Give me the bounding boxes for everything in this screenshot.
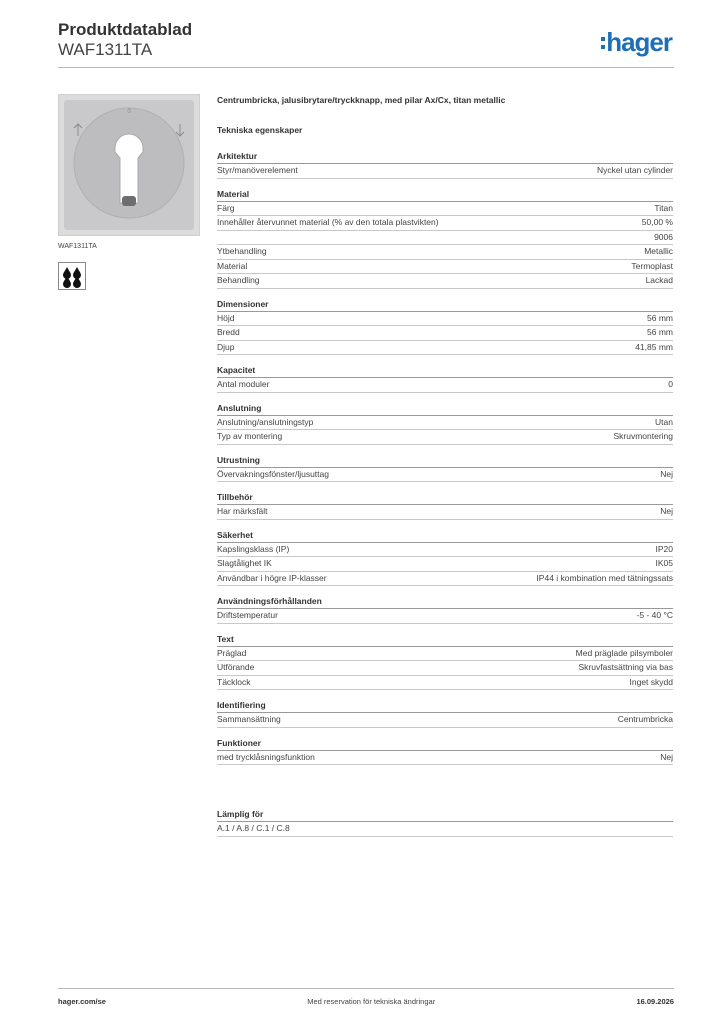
spec-label: Djup [217,341,235,352]
suitable-for-value: A.1 / A.8 / C.1 / C.8 [217,823,290,833]
spec-value: IP44 i kombination med tätningssats [536,572,673,583]
spec-label: Driftstemperatur [217,610,278,620]
spec-label: Material [217,260,248,271]
spec-label: Övervakningsfönster/ljusuttag [217,468,329,479]
spec-row [217,260,673,275]
spec-label: Sammansättning [217,714,281,724]
section-title: Kapacitet [217,364,673,378]
spec-label: Användbar i högre IP-klasser [217,572,327,583]
spec-row [217,609,673,624]
spec-label: Har märksfält [217,506,268,516]
spec-content [217,94,673,774]
section-title: Utrustning [217,454,673,468]
spec-value: 56 mm [647,312,673,323]
spec-value: IP20 [655,543,673,554]
spec-value: Skruvmontering [613,431,673,441]
footer-website: hager.com/se [58,997,106,1006]
plate-marking: 0 [127,109,131,115]
spec-row [217,468,673,483]
section-title: Dimensioner [217,298,673,312]
spec-section [217,454,673,483]
section-title: Material [217,188,673,202]
section-title: Funktioner [217,737,673,751]
spec-value: 56 mm [647,327,673,337]
hager-logo [601,28,672,56]
spec-row [217,231,673,246]
spec-label: Antal moduler [217,379,270,389]
logo-text: hager [606,27,672,57]
suitable-for-title: Lämplig för [217,808,673,822]
document-title: Produktdatablad [58,20,193,39]
footer-disclaimer: Med reservation för tekniska ändringar [307,997,436,1006]
spec-row [217,202,673,217]
spec-row [217,164,673,179]
suitable-for-section [217,808,673,837]
spec-label: med trycklåsningsfunktion [217,751,315,762]
suitable-for-row [217,822,673,837]
section-title: Säkerhet [217,529,673,543]
spec-value: Titan [654,202,673,213]
spec-row [217,326,673,341]
spec-label: Kapslingsklass (IP) [217,543,290,554]
spec-row [217,647,673,662]
spec-section [217,529,673,587]
spec-section [217,402,673,445]
spec-row [217,341,673,356]
spec-row [217,543,673,558]
spec-label: Behandling [217,275,260,285]
spec-label: Anslutning/anslutningstyp [217,416,314,427]
section-title: Användningsförhållanden [217,595,673,609]
spec-value: Termoplast [631,260,673,271]
spec-label: Styr/manöverelement [217,165,298,175]
spec-value: Centrumbricka [617,714,673,724]
spec-value: Skruvfastsättning via bas [578,662,673,672]
spec-row [217,661,673,676]
spec-label: Bredd [217,327,240,337]
spec-value: 50,00 % [641,217,673,227]
spec-section [217,491,673,520]
spec-label: Utförande [217,662,255,672]
spec-label: Slagtålighet IK [217,558,272,568]
spec-label: Ytbehandling [217,246,267,256]
key-switch-plate-drawing [64,100,194,230]
section-title: Text [217,633,673,647]
spec-row [217,216,673,231]
spec-section [217,633,673,691]
spec-row [217,751,673,766]
spec-value: Med präglade pilsymboler [575,647,673,658]
spec-value: Nej [660,506,673,516]
cover-plate [64,100,194,230]
section-title: Tillbehör [217,491,673,505]
spec-row [217,557,673,572]
spec-row [217,572,673,587]
spec-row [217,274,673,289]
spec-value: 41,85 mm [635,341,673,352]
logo-dots-icon [601,37,605,49]
section-title: Anslutning [217,402,673,416]
water-drops-icon [58,262,86,290]
footer-divider [58,988,674,989]
footer-date: 16.09.2026 [636,997,674,1006]
spec-value: -5 - 40 °C [636,610,673,620]
spec-value: Inget skydd [629,676,673,687]
spec-label: Innehåller återvunnet material (% av den totala plastvikten) [217,217,439,227]
spec-label: Typ av montering [217,431,283,441]
spec-row [217,416,673,431]
product-code: WAF1311TA [58,40,153,59]
spec-section [217,364,673,393]
spec-value: Nej [660,468,673,479]
spec-value: Lackad [645,275,673,285]
spec-label: Täcklock [217,676,251,687]
image-caption: WAF1311TA [58,243,97,250]
spec-value: Nyckel utan cylinder [596,165,673,175]
spec-value: Utan [655,416,673,427]
spec-row [217,430,673,445]
product-description: Centrumbricka, jalusibrytare/tryckknapp, med pilar Ax/Cx, titan metallic [217,95,506,105]
spec-section [217,737,673,766]
spec-section [217,188,673,289]
header-divider [58,67,674,68]
spec-row [217,245,673,260]
spec-value: 9006 [654,231,673,242]
spec-row [217,505,673,520]
spec-value: Nej [660,751,673,762]
spec-section [217,298,673,356]
spec-row [217,676,673,691]
page-footer [58,997,674,1006]
spec-value: Metallic [644,246,673,256]
spec-row [217,378,673,393]
product-image [58,94,200,236]
tech-properties-heading: Tekniska egenskaper [217,125,303,135]
spec-row [217,312,673,327]
spec-sections [217,150,673,765]
spec-row [217,713,673,728]
section-title: Arkitektur [217,150,673,164]
spec-section [217,595,673,624]
page-header [58,20,674,70]
spec-value: 0 [668,379,673,389]
spec-value: IK05 [655,558,673,568]
spec-label: Höjd [217,312,235,323]
spec-section [217,150,673,179]
spec-label: Färg [217,202,235,213]
spec-label: Präglad [217,647,247,658]
section-title: Identifiering [217,699,673,713]
spec-section [217,699,673,728]
